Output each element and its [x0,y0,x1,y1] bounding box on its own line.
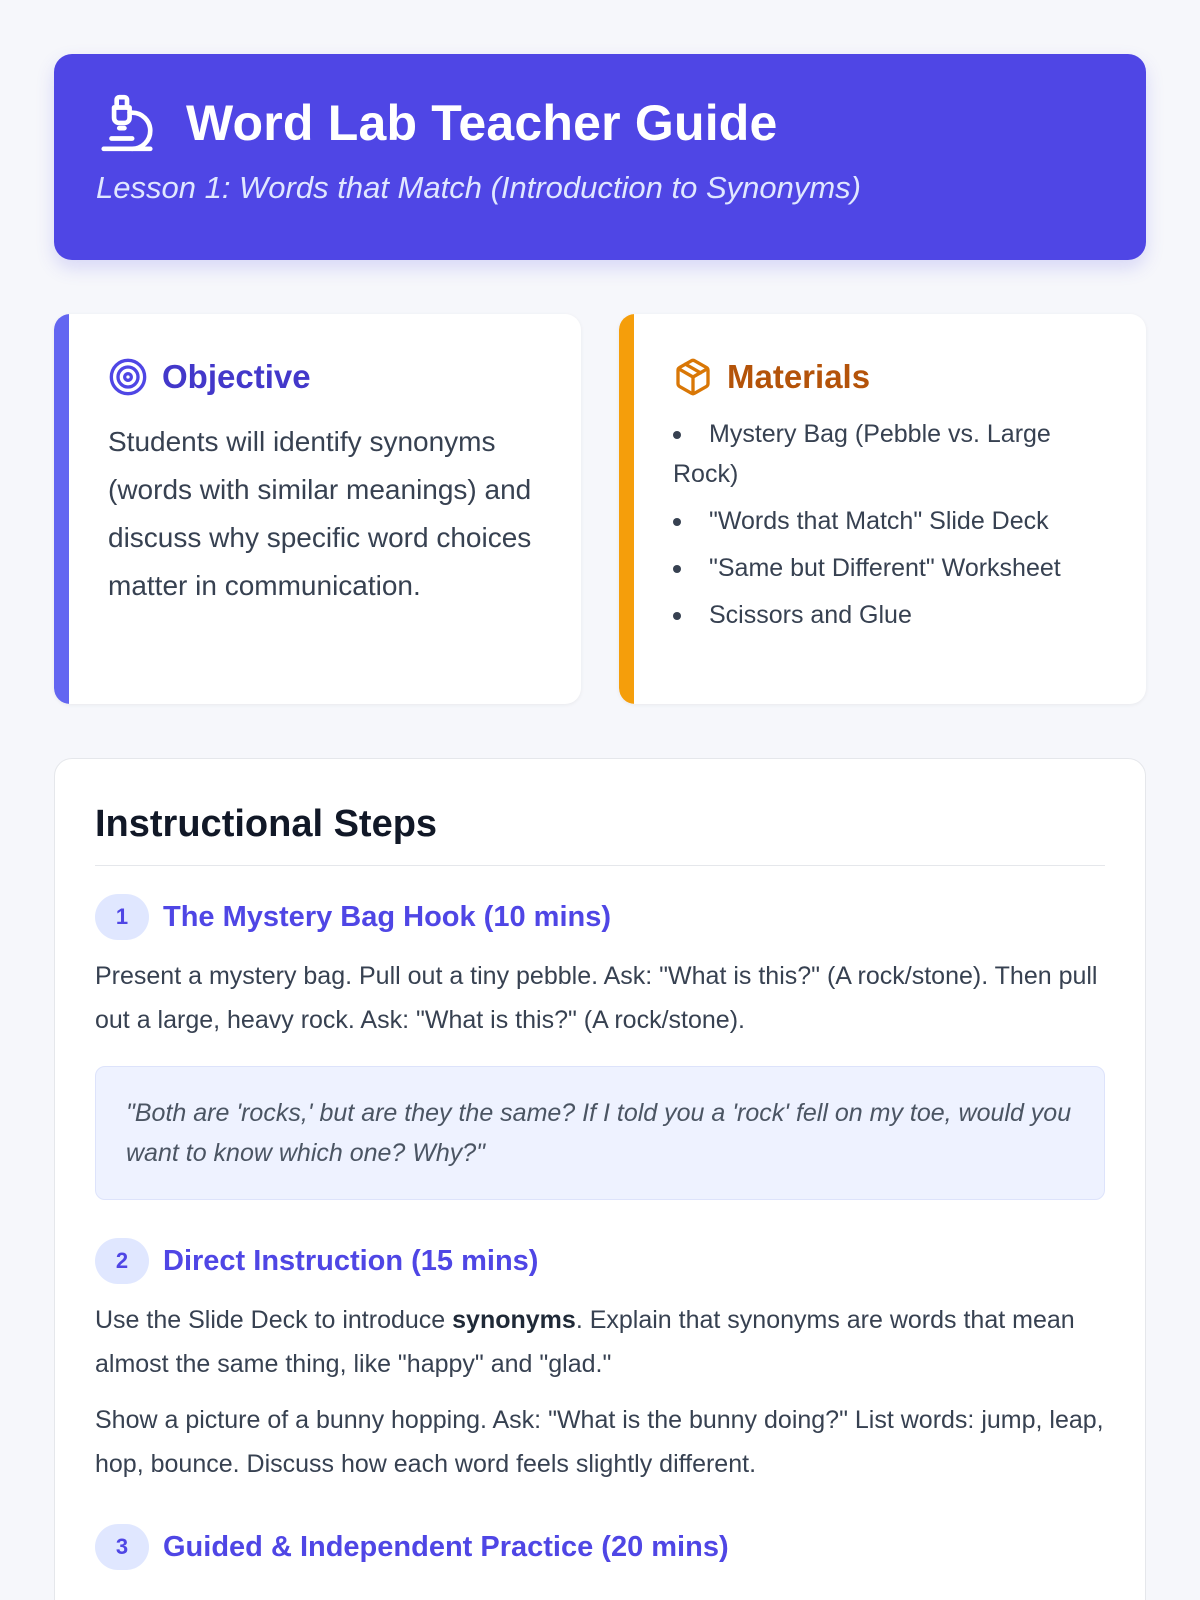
objective-card [54,314,581,704]
step-2 [95,1238,1105,1486]
target-icon [108,357,148,397]
step-number-badge: 3 [95,1524,149,1570]
objective-title: Objective [162,358,311,395]
step-title: Guided & Independent Practice (20 mins) [163,1530,729,1563]
text-span: . Explain that synonyms are words that mean almost the same thing, like "happy" and "glad." [95,1306,1075,1378]
list-item: Scissors and Glue [673,595,1106,635]
steps-title: Instructional Steps [95,803,438,845]
step-number-badge: 2 [95,1238,149,1284]
lesson-guide [54,54,1146,1600]
microscope-icon [96,92,158,154]
step-3 [95,1524,1105,1570]
page-title: Word Lab Teacher Guide [186,95,778,151]
divider [95,865,1105,866]
key-term: synonyms [452,1306,576,1334]
list-item: Mystery Bag (Pebble vs. Large Rock) [673,414,1106,494]
step-text: Show a picture of a bunny hopping. Ask: "What is the bunny doing?" List words: jump, leap, hop, bounce. Discuss how each word feels slightly different. [95,1406,1104,1478]
package-icon [673,357,713,397]
text-span: Use the Slide Deck to introduce [95,1306,453,1334]
instructional-steps [54,758,1146,1600]
step-title: The Mystery Bag Hook (10 mins) [163,900,611,933]
list-item: "Same but Different" Worksheet [673,548,1106,588]
list-item: "Words that Match" Slide Deck [673,501,1106,541]
discussion-quote: "Both are 'rocks,' but are they the same? If I told you a 'rock' fell on my toe, would you want to know which one? Why?" [95,1066,1105,1200]
materials-card [619,314,1146,704]
step-text: Present a mystery bag. Pull out a tiny pebble. Ask: "What is this?" (A rock/stone). Then pull out a large, heavy rock. Ask: "What is this?" (A rock/stone). [95,962,1098,1034]
step-number-badge: 1 [95,894,149,940]
step-text [95,1298,1105,1386]
materials-title: Materials [727,358,871,395]
lesson-subtitle: Lesson 1: Words that Match (Introduction to Synonyms) [96,170,862,205]
info-cards [54,314,1146,704]
step-1 [95,894,1105,1200]
guide-header [54,54,1146,260]
objective-text: Students will identify synonyms (words with similar meanings) and discuss why specific word choices matter in communication. [108,426,532,601]
step-title: Direct Instruction (15 mins) [163,1244,539,1277]
materials-list [673,414,1106,635]
